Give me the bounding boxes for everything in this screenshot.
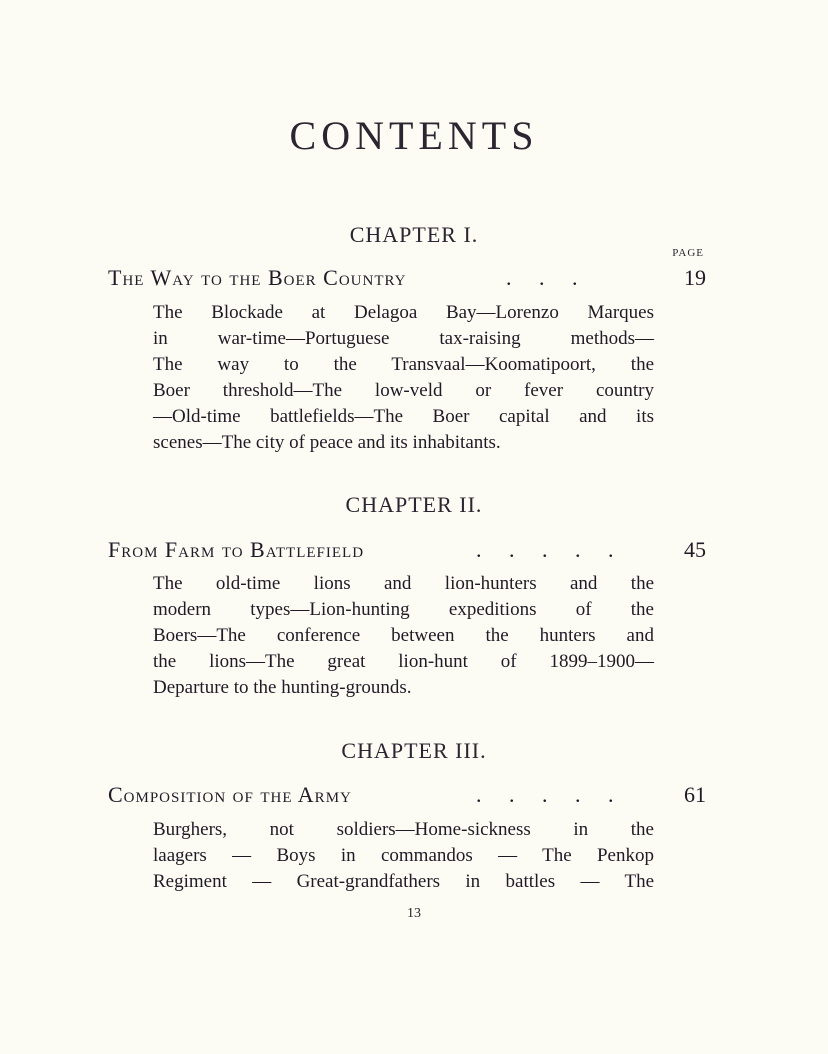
summary-line: scenes—The city of peace and its inhabitants. [153,432,501,453]
dot-leader: . . . . . [476,782,614,807]
summary-line: Burghers, not soldiers—Home-sickness in the [153,819,654,840]
summary-line: The way to the Transvaal—Koomatipoort, the [153,354,654,375]
entry-title: The Way to the Boer Country [108,265,407,290]
entry-title: From Farm to Battlefield [108,537,365,562]
summary-line: The Blockade at Delagoa Bay—Lorenzo Marques [153,302,654,323]
toc-entry[interactable] [108,265,706,295]
chapter-heading: CHAPTER II. [345,492,483,517]
dot-leader: . . . [506,265,578,290]
toc-entry[interactable] [108,782,706,812]
page-number: 61 [684,782,706,807]
toc-entry[interactable] [108,537,706,567]
summary-line: Boers—The conference between the hunters and [153,625,654,646]
summary-line: the lions—The great lion-hunt of 1899–1900— [153,651,654,672]
summary-line: The old-time lions and lion-hunters and the [153,573,654,594]
dot-leader: . . . . . [476,537,614,562]
page-folio: 13 [407,906,421,921]
summary-line: in war-time—Portuguese tax-raising methods— [153,328,654,349]
summary-line: modern types—Lion-hunting expeditions of the [153,599,654,620]
summary-line: Boer threshold—The low-veld or fever country [153,380,654,401]
chapter-heading: CHAPTER I. [349,222,479,247]
summary-line: Departure to the hunting-grounds. [153,677,412,698]
summary-line: —Old-time battlefields—The Boer capital and its [153,406,654,427]
entry-title: Composition of the Army [108,782,352,807]
chapter-summary [153,300,654,456]
summary-line: Regiment — Great-grandfathers in battles — The [153,871,654,892]
page-number: 19 [684,265,706,290]
page-title: CONTENTS [289,113,539,158]
chapter-heading: CHAPTER III. [341,738,487,763]
summary-line: laagers — Boys in commandos — The Penkop [153,845,654,866]
page-column-label: PAGE [672,247,704,259]
chapter-summary [153,571,654,701]
page-number: 45 [684,537,706,562]
chapter-summary [153,817,654,895]
